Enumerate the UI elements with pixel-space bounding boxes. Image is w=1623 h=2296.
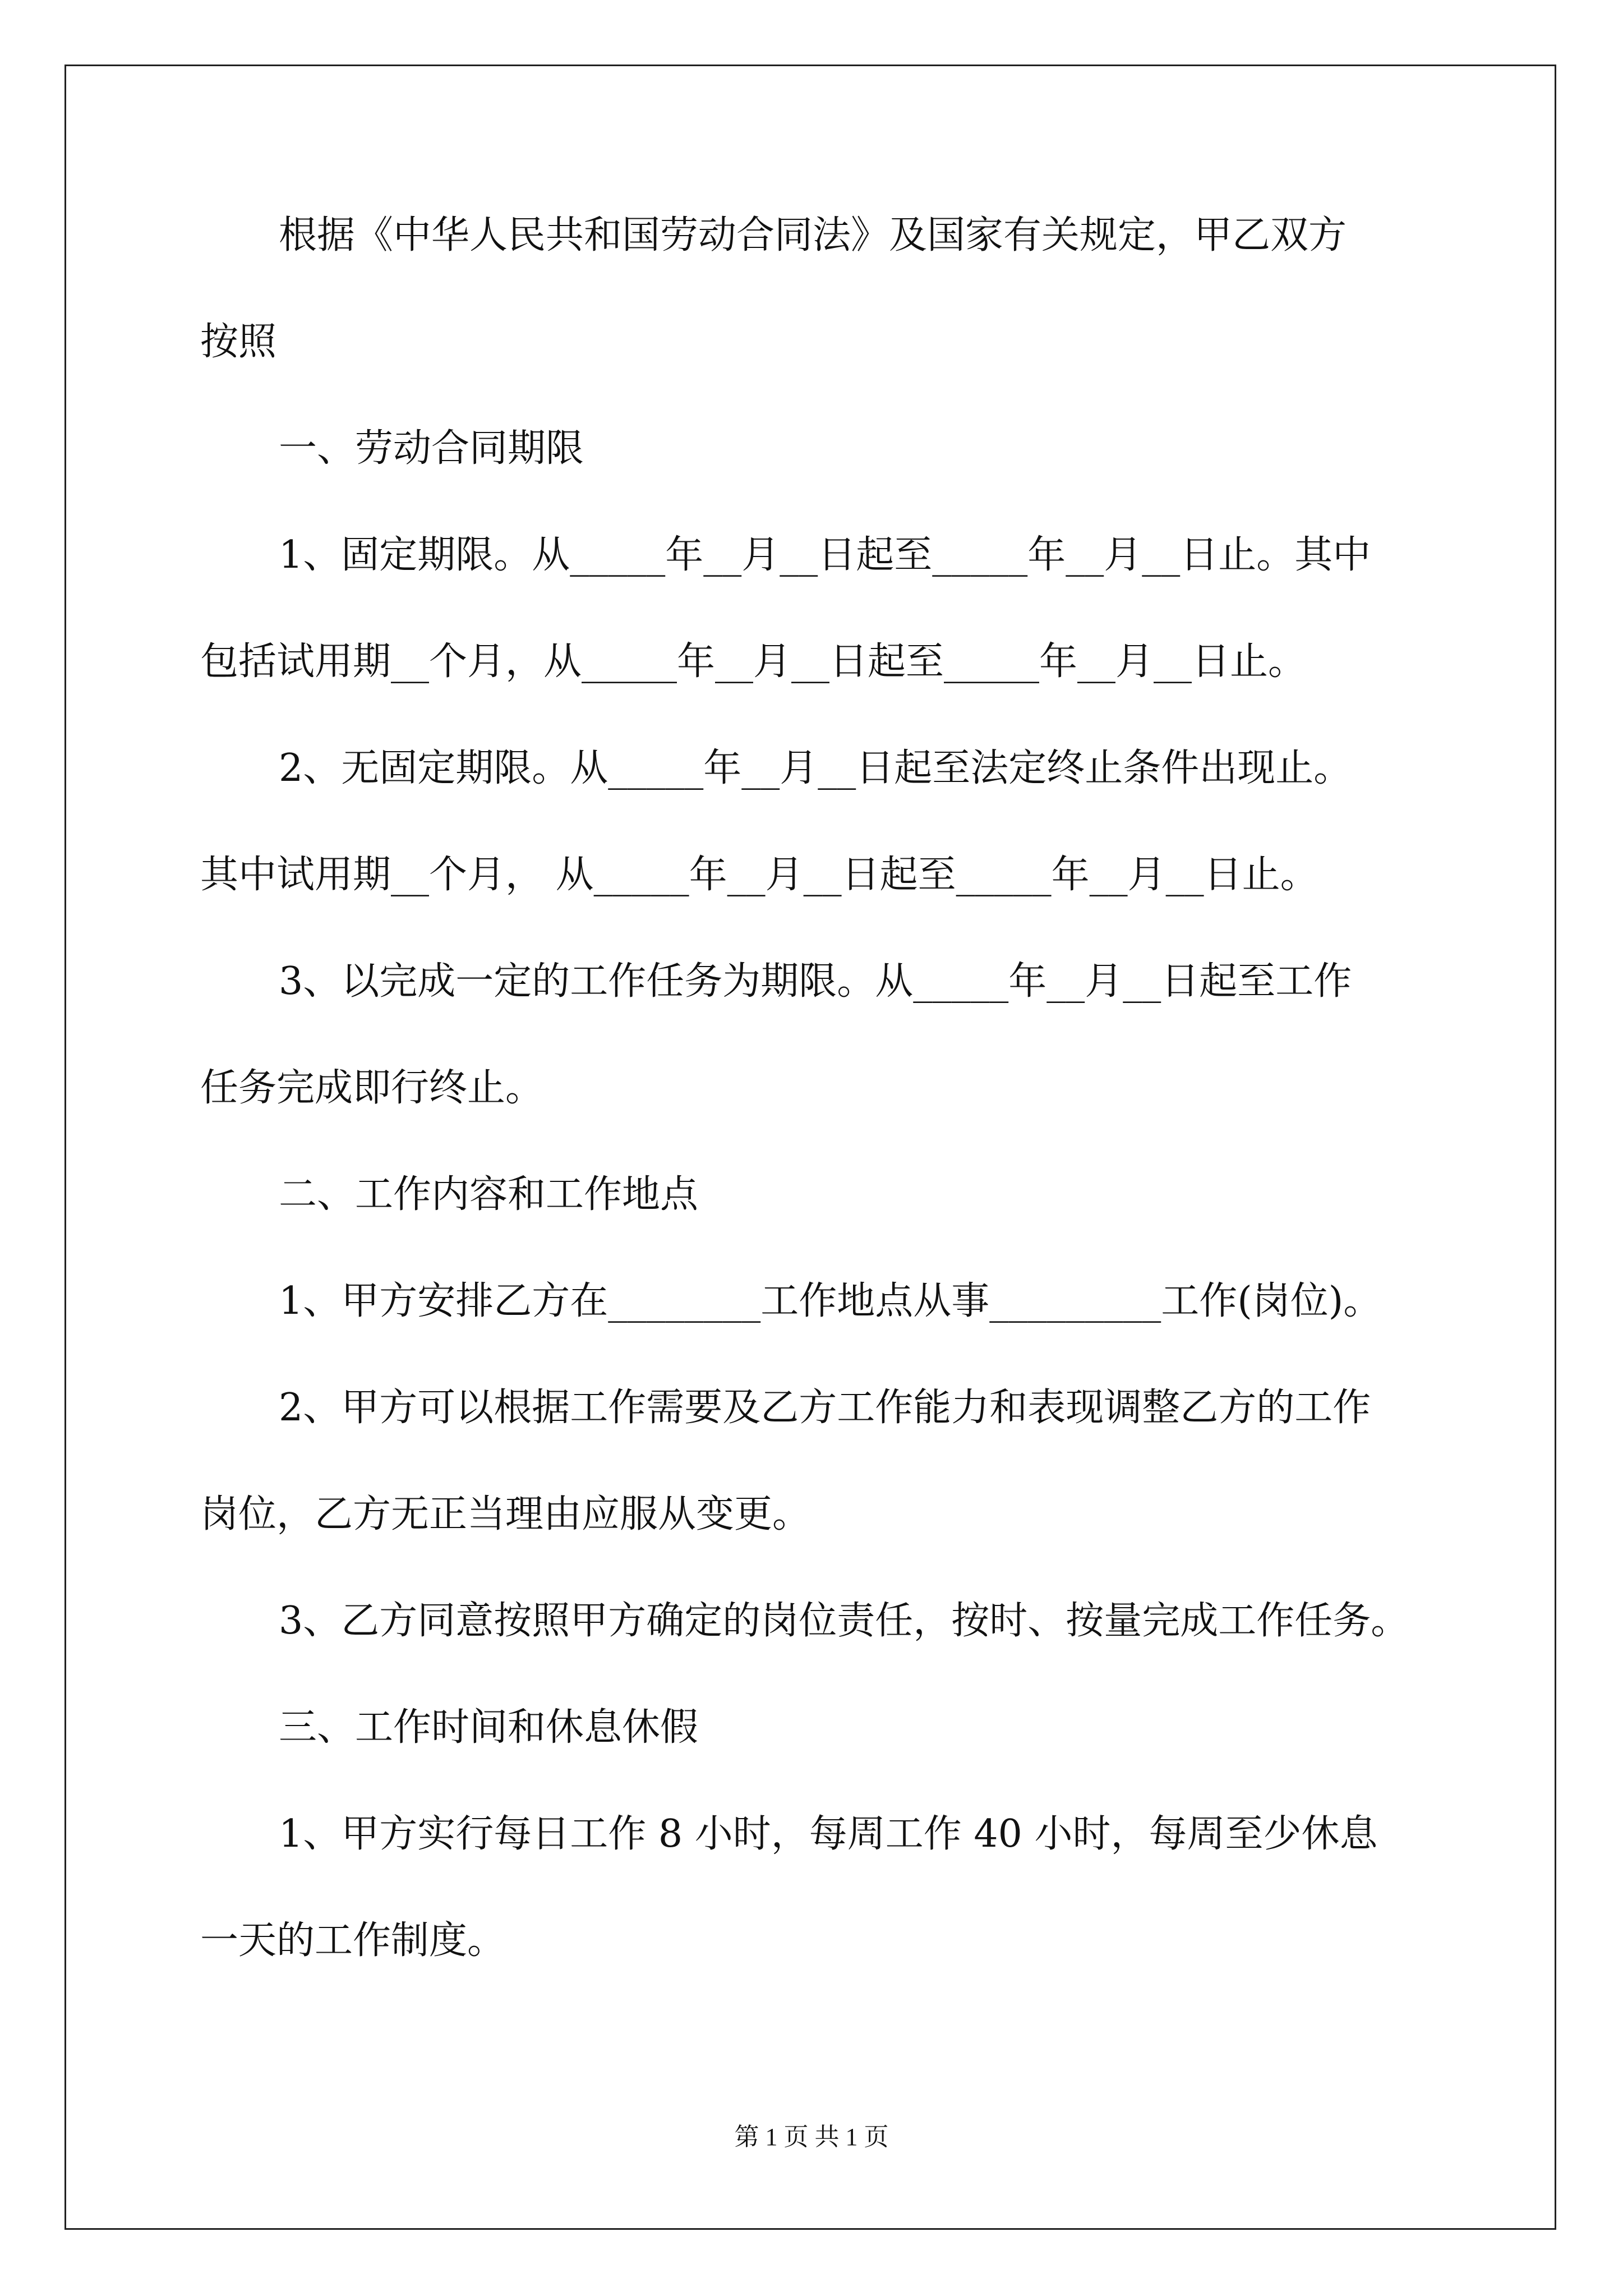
page-border	[64, 65, 1556, 2230]
page-footer: 第 1 页 共 1 页	[734, 2123, 889, 2151]
paragraph-line: 其中试用期__个月， 从_____年__月__日起至_____年__月__日止。	[200, 853, 1318, 897]
paragraph-line: 2、甲方可以根据工作需要及乙方工作能力和表现调整乙方的工作	[279, 1386, 1371, 1430]
paragraph-line: 任务完成即行终止。	[200, 1066, 544, 1110]
paragraph-line: 一天的工作制度。	[200, 1918, 506, 1963]
section-heading: 三、工作时间和休息休假	[279, 1705, 699, 1750]
paragraph-line: 1、甲方安排乙方在________工作地点从事_________工作(岗位)。	[279, 1279, 1382, 1323]
paragraph-line: 3、乙方同意按照甲方确定的岗位责任，按时、按量完成工作任务。	[279, 1599, 1409, 1643]
section-heading: 二、工作内容和工作地点	[279, 1172, 699, 1217]
paragraph-line: 根据《中华人民共和国劳动合同法》及国家有关规定，甲乙双方	[279, 213, 1347, 257]
section-heading: 一、劳动合同期限	[279, 426, 584, 471]
paragraph-line: 按照	[200, 320, 277, 364]
paragraph-line: 1、固定期限。从_____年__月__日起至_____年__月__日止。其中	[279, 533, 1371, 577]
paragraph-line: 包括试用期__个月，从_____年__月__日起至_____年__月__日止。	[200, 639, 1307, 684]
paragraph-line: 3、以完成一定的工作任务为期限。从_____年__月__日起至工作	[279, 959, 1352, 1004]
paragraph-line: 岗位，乙方无正当理由应服从变更。	[200, 1492, 811, 1536]
paragraph-line: 2、无固定期限。从_____年__月__日起至法定终止条件出现止。	[279, 746, 1352, 790]
paragraph-line: 1、甲方实行每日工作 8 小时，每周工作 40 小时，每周至少休息	[279, 1812, 1378, 1856]
